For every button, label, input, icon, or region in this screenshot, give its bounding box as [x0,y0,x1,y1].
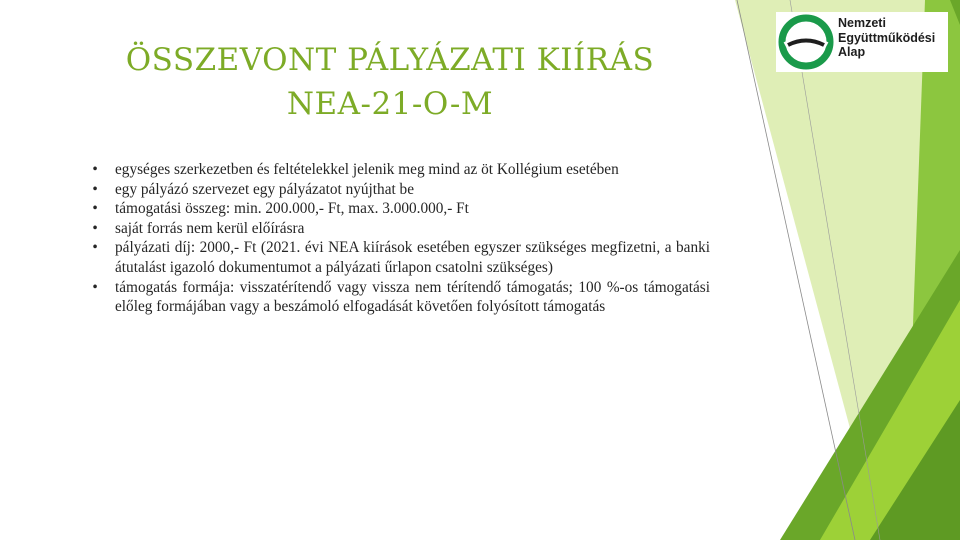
bullet-marker: • [92,180,98,198]
bullet-item [90,278,710,317]
bullet-marker: • [92,239,98,257]
bullet-text: pályázati díj: 2000,- Ft (2021. évi NEA kiírások esetében egyszer szükséges megfizetni, a banki átutalást igazoló dokumentumot a pályázati űrlapon csatolni szükséges) [115,239,710,276]
logo-icon [776,12,836,72]
bullet-item [90,238,710,277]
page-title-line-2: NEA-21-O-M [286,86,494,122]
bullet-item [90,219,710,239]
logo-text-line-3: Alap [838,45,866,59]
bullet-text: egységes szerkezetben és feltételekkel jelenik meg mind az öt Kollégium esetében [115,161,619,178]
bullet-item [90,180,710,200]
bullet-marker: • [92,219,98,237]
bullet-marker: • [92,200,98,218]
bullet-list [90,160,710,317]
bullet-text: saját forrás nem kerül előírásra [115,219,305,237]
bullet-text: támogatási összeg: min. 200.000,- Ft, max. 3.000.000,- Ft [115,200,469,218]
bullet-item [90,160,710,180]
bullet-marker: • [92,161,98,178]
logo-text [838,16,935,60]
nea-logo [776,12,948,72]
logo-text-line-1: Nemzeti [838,16,886,30]
bullet-item [90,199,710,219]
bullet-marker: • [92,278,98,296]
logo-text-line-2: Együttműködési [838,30,936,45]
page-title-line-1: ÖSSZEVONT PÁLYÁZATI KIÍRÁS [125,42,655,78]
bullet-text: egy pályázó szervezet egy pályázatot nyújthat be [115,180,414,198]
bullet-text: támogatás formája: visszatérítendő vagy vissza nem térítendő támogatás; 100 %-os támogatási előleg formájában vagy a beszámoló elfogadását követően folyósított támogatás [115,278,710,316]
